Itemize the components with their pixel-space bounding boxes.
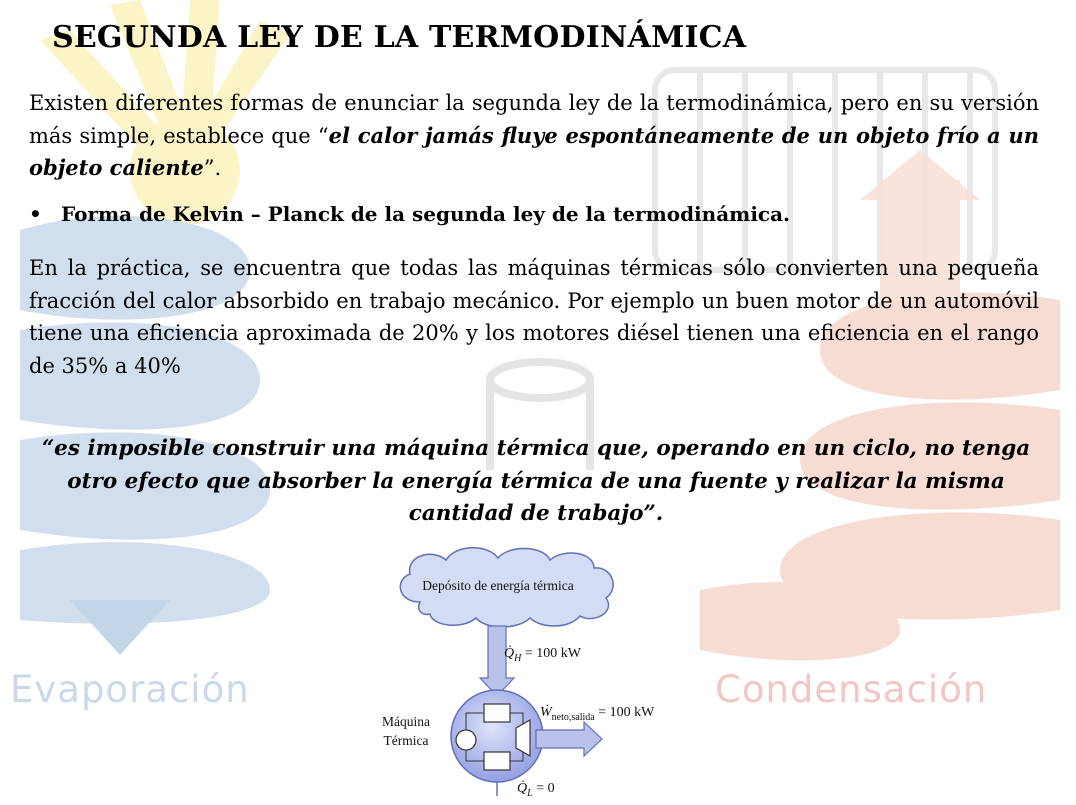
intro-text-after: ”. [203, 156, 222, 180]
qh-label [504, 645, 582, 664]
intro-paragraph [29, 87, 1039, 185]
qh-subscript: H [514, 653, 522, 664]
ql-symbol: Q̇ [517, 781, 528, 796]
work-arrow-icon [536, 722, 602, 756]
reservoir-label: Depósito de energía térmica [422, 578, 574, 593]
intro-emphasis: el calor jamás fluye espontáneamente de un objeto frío a un objeto caliente [29, 122, 1039, 180]
work-label [540, 703, 655, 723]
qh-arrow-icon [480, 626, 514, 696]
ql-subscript: L [527, 788, 533, 799]
condensation-watermark: Condensación [715, 668, 988, 711]
engine-label-line1: Máquina [382, 714, 430, 729]
engine-label-line2: Térmica [383, 733, 429, 748]
work-symbol: Ẇ [540, 705, 552, 720]
hot-coil-icon [700, 150, 1060, 660]
kelvin-planck-bullet [29, 202, 790, 226]
kelvin-planck-quote: “es imposible construir una máquina térmica que, operando en un ciclo, no tenga otro efecto que absorber la energía térmica de una fuente y realizar la misma cantidad de trabajo”. [41, 436, 1031, 526]
bullet-text: Forma de Kelvin – Planck de la segunda ley de la termodinámica. [61, 202, 791, 226]
qh-symbol: Q̇ [504, 646, 515, 661]
slide-title: SEGUNDA LEY DE LA TERMODINÁMICA [52, 20, 747, 55]
bullet-icon: • [29, 202, 42, 226]
practice-paragraph: En la práctica, se encuentra que todas las máquinas térmicas sólo convierten una pequeña fracción del calor absorbido en trabajo mecánico. Por ejemplo un buen motor de un automóvil tiene una eficiencia aproximada de 20% y los motores diésel tienen una eficiencia en el rango de 35% a 40% [29, 256, 1039, 378]
intro-text-before: Existen diferentes formas de enunciar la segunda ley de la termodinámica, pero en su versión más simple, establece que “ [29, 91, 1039, 148]
evaporation-watermark: Evaporación [10, 668, 250, 711]
ql-value: = 0 [532, 781, 555, 796]
heat-engine-diagram [380, 540, 700, 802]
work-value: = 100 kW [594, 705, 655, 720]
ql-label [517, 780, 555, 799]
work-subscript: neto,salida [551, 712, 595, 723]
qh-value: = 100 kW [521, 646, 581, 661]
